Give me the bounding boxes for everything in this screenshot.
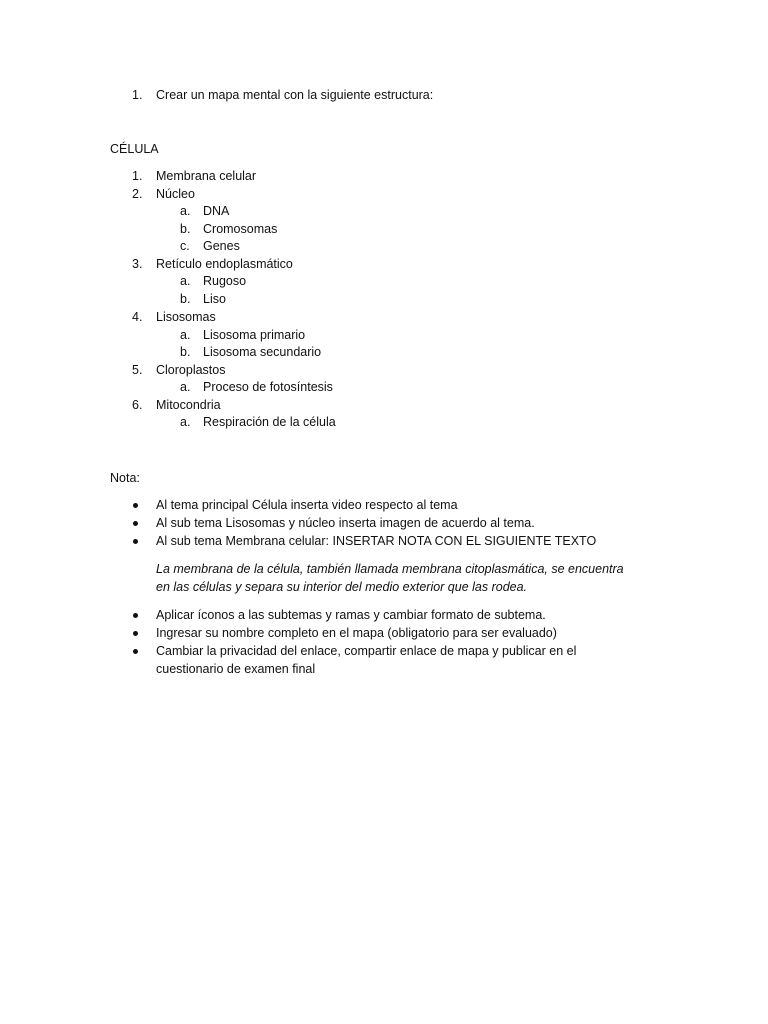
bullet-icon: [133, 503, 138, 508]
note-bullet: Cambiar la privacidad del enlace, compartir enlace de mapa y publicar en el: [156, 644, 577, 658]
section-heading: CÉLULA: [110, 142, 159, 156]
note-bullet: Aplicar íconos a las subtemas y ramas y cambiar formato de subtema.: [156, 608, 546, 622]
note-bullet: Al tema principal Célula inserta video respecto al tema: [156, 498, 458, 512]
sub-item-letter: a.: [180, 380, 191, 394]
sub-item-respiracion: Respiración de la célula: [203, 415, 336, 429]
outline-number: 1.: [132, 169, 143, 183]
bullet-icon: [133, 539, 138, 544]
note-bullet-continuation: cuestionario de examen final: [156, 662, 316, 676]
bullet-icon: [133, 521, 138, 526]
sub-item-letter: b.: [180, 222, 191, 236]
bullet-icon: [133, 649, 138, 654]
note-bullet: Al sub tema Membrana celular: INSERTAR NOTA CON EL SIGUIENTE TEXTO: [156, 534, 597, 548]
sub-item-fotosintesis: Proceso de fotosíntesis: [203, 380, 333, 394]
quote-line: en las células y separa su interior del medio exterior que las rodea.: [156, 580, 528, 594]
note-bullet: Ingresar su nombre completo en el mapa (obligatorio para ser evaluado): [156, 626, 557, 640]
outline-number: 2.: [132, 187, 143, 201]
outline-item-cloroplastos: Cloroplastos: [156, 363, 226, 377]
outline-item-nucleo: Núcleo: [156, 187, 195, 201]
sub-item-letter: c.: [180, 239, 190, 253]
sub-item-letter: b.: [180, 345, 191, 359]
sub-item-lisosoma-primario: Lisosoma primario: [203, 328, 306, 342]
sub-item-rugoso: Rugoso: [203, 274, 247, 288]
instruction-number: 1.: [132, 88, 143, 102]
sub-item-genes: Genes: [203, 239, 240, 253]
bullet-icon: [133, 631, 138, 636]
outline-item-reticulo: Retículo endoplasmático: [156, 257, 293, 271]
sub-item-letter: a.: [180, 328, 191, 342]
bullet-icon: [133, 613, 138, 618]
sub-item-letter: b.: [180, 292, 191, 306]
note-bullet: Al sub tema Lisosomas y núcleo inserta imagen de acuerdo al tema.: [156, 516, 535, 530]
note-title: Nota:: [110, 471, 140, 485]
instruction-text: Crear un mapa mental con la siguiente estructura:: [156, 88, 434, 102]
sub-item-letter: a.: [180, 415, 191, 429]
sub-item-dna: DNA: [203, 204, 230, 218]
outline-item-lisosomas: Lisosomas: [156, 310, 216, 324]
outline-item-mitocondria: Mitocondria: [156, 398, 221, 412]
sub-item-cromosomas: Cromosomas: [203, 222, 278, 236]
outline-number: 4.: [132, 310, 143, 324]
outline-number: 5.: [132, 363, 143, 377]
quote-line: La membrana de la célula, también llamada membrana citoplasmática, se encuentra: [156, 562, 624, 576]
sub-item-letter: a.: [180, 204, 191, 218]
sub-item-liso: Liso: [203, 292, 226, 306]
sub-item-lisosoma-secundario: Lisosoma secundario: [203, 345, 322, 359]
outline-item-membrana-celular: Membrana celular: [156, 169, 257, 183]
outline-number: 3.: [132, 257, 143, 271]
outline-number: 6.: [132, 398, 143, 412]
sub-item-letter: a.: [180, 274, 191, 288]
